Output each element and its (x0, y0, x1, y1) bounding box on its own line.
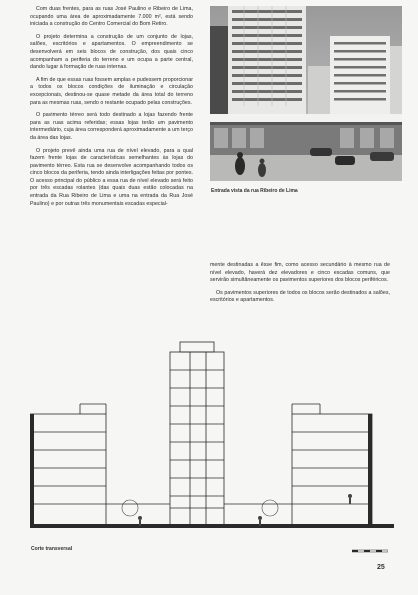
paragraph: O pavimento térreo será todo destinado a lojas fazendo frente para as ruas acima referidas; essas lojas terão um pavimento intermediário, cuja área corresponderá aproximadamente a um terço da área das lojas. (30, 112, 193, 141)
paragraph: A fim de que essas ruas fossem amplas e pudessem proporcionar a todos os blocos condições de iluminação e circulação excepcionais, destinou-se quase metade da área total do terreno para as mesmas ruas, sendo o restante ocupado pelas construções. (30, 76, 193, 106)
building-entrance-photo (210, 6, 402, 181)
paragraph: mente destinadas a êsse fim, como acesso secundário à mesmo rua de nível elevado, haverá dez elevadores e cinco escadas comuns, que servirão simultâneamente os pavimentos superiores dos blocos periféricos. (210, 262, 390, 284)
section-caption: Corte transversal (31, 546, 73, 552)
paragraph: O projeto determina a construção de um conjunto de lojas, salões, escritórios e apartamentos. O empreendimento se desenvolverá em seis blocos de construção, dos quais cinco acompanham a periferia do terreno e um ocupa a parte central, dando lugar à formação de ruas internas. (30, 33, 193, 71)
text-column-left (30, 6, 193, 213)
page-number: 25 (377, 564, 385, 571)
paragraph: O projeto prevê ainda uma rua de nível elevado, para a qual fazem frente lojas de características semelhantes às lojas do pavimento térreo. Esta rua se desenvolve acompanhando todos os cinco blocos da periferia, tendo ainda interligações feitas por pontes. O acesso principal do público a essa rua de nível elevado será feito por três escadas rolantes (das quais duas estão colocadas na entrada da Rua Ribeiro de Lima e uma na entrada da Rua José Paulino) e por outras três monumentais escadas especial- (30, 147, 193, 207)
text-column-right (210, 262, 390, 310)
scale-bar (352, 543, 388, 553)
paragraph: Com duas frentes, para as ruas José Paulino e Ribeiro de Lima, ocupando uma área de aproximadamente 7.000 m², está sendo iniciada a construção do Centro Comercial do Bom Retiro. (30, 6, 193, 28)
photo-caption: Entrada vista da rua Ribeiro de Lima (211, 188, 298, 194)
paragraph: Os pavimentos superiores de todos os blocos serão destinados a salões, escritórios e apartamentos. (210, 289, 390, 304)
cross-section-drawing (30, 338, 394, 544)
